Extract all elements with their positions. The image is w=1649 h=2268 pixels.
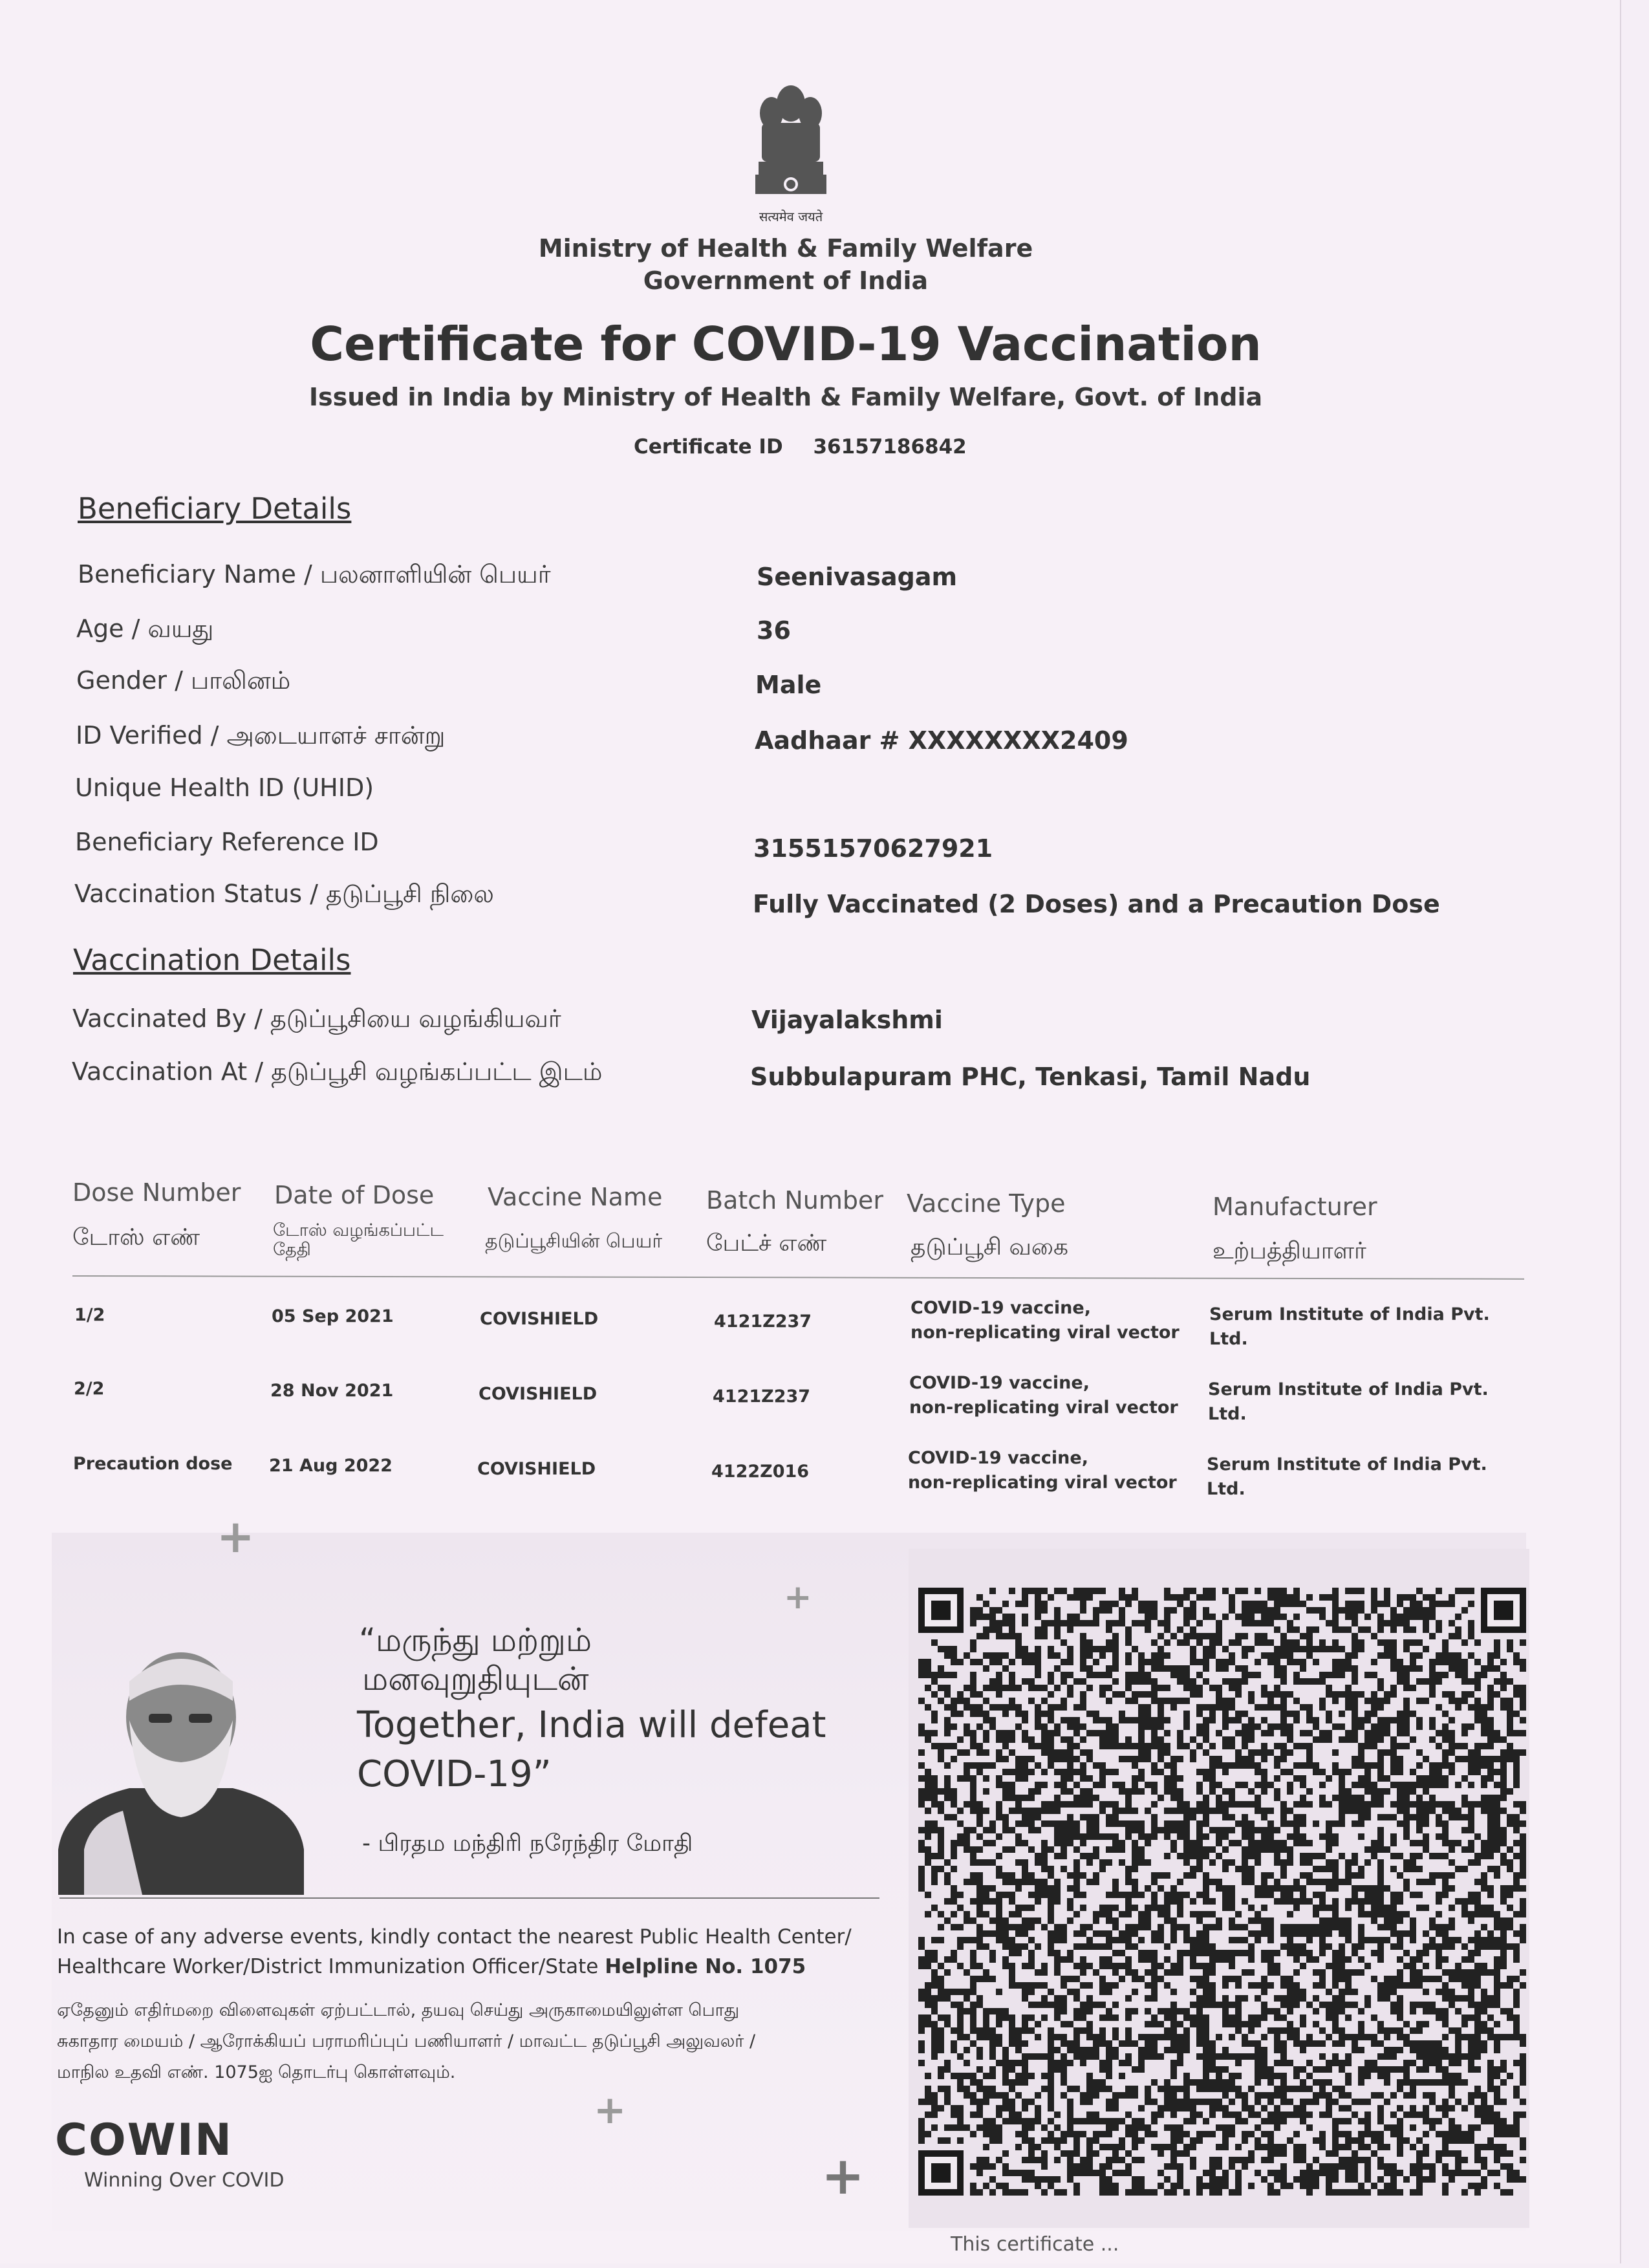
age-label: Age / வயது — [76, 614, 214, 643]
id-verified-value: Aadhaar # XXXXXXXX2409 — [755, 726, 1128, 755]
certificate-id-label: Certificate ID — [634, 435, 783, 459]
vaccination-status-label: Vaccination Status / தடுப்பூசி நிலை — [74, 880, 494, 908]
batch-number: 4122Z016 — [711, 1462, 810, 1482]
cowin-logo: COWIN — [55, 2115, 233, 2166]
header-batch-number-ta: பேட்ச் எண் — [706, 1230, 827, 1257]
plus-decoration-icon: + — [217, 1510, 255, 1563]
header-dose-number: Dose Number — [72, 1178, 241, 1207]
plus-decoration-icon: + — [594, 2088, 627, 2133]
government-name: Government of India — [643, 266, 929, 295]
footer-note: This certificate ... — [951, 2233, 1119, 2256]
gender-label: Gender / பாலினம் — [76, 666, 291, 695]
verification-qr-code — [918, 1588, 1526, 2196]
plus-decoration-icon: + — [784, 1578, 812, 1617]
header-date-of-dose: Date of Dose — [274, 1181, 435, 1209]
vaccinated-by-label: Vaccinated By / தடுப்பூசியை வழங்கியவர் — [72, 1004, 561, 1033]
gender-value: Male — [755, 671, 822, 699]
manufacturer-line2: Ltd. — [1207, 1479, 1245, 1499]
adverse-notice-en-line2 — [57, 1952, 806, 1982]
manufacturer-line1: Serum Institute of India Pvt. — [1207, 1454, 1487, 1474]
vaccine-type-line2: non-replicating viral vector — [908, 1473, 1177, 1493]
vaccination-status-value: Fully Vaccinated (2 Doses) and a Precaution Dose — [753, 890, 1440, 918]
dose-number: 2/2 — [74, 1379, 105, 1399]
vaccine-type — [909, 1371, 1178, 1420]
cowin-tagline: Winning Over COVID — [84, 2169, 285, 2192]
header-vaccine-type: Vaccine Type — [907, 1189, 1066, 1218]
vaccine-type-line1: COVID-19 vaccine, — [911, 1298, 1091, 1318]
helpline-number: Helpline No. 1075 — [605, 1955, 806, 1978]
age-value: 36 — [757, 616, 791, 645]
issued-by: Issued in India by Ministry of Health & Family Welfare, Govt. of India — [308, 383, 1263, 411]
header-vaccine-name: Vaccine Name — [488, 1183, 663, 1211]
vaccine-name: COVISHIELD — [480, 1309, 599, 1329]
adverse-notice-text: Healthcare Worker/District Immunization Officer/State — [57, 1955, 605, 1978]
vaccine-type — [911, 1296, 1180, 1345]
quote-tamil-line2: மனவுறுதியுடன் — [362, 1660, 589, 1698]
beneficiary-name-value: Seenivasagam — [757, 563, 958, 591]
header-date-of-dose-ta: டோஸ் வழங்கப்பட்ட தேதி — [273, 1220, 444, 1260]
national-emblem-icon — [742, 78, 839, 226]
manufacturer-line1: Serum Institute of India Pvt. — [1208, 1379, 1489, 1399]
ministry-name: Ministry of Health & Family Welfare — [538, 234, 1033, 263]
vaccination-section-title: Vaccination Details — [73, 943, 351, 977]
dose-date: 28 Nov 2021 — [270, 1381, 394, 1401]
batch-number: 4121Z237 — [713, 1387, 811, 1407]
banner-divider — [59, 1897, 879, 1899]
certificate-id — [634, 435, 967, 459]
quote-attribution: - பிரதம மந்திரி நரேந்திர மோதி — [362, 1830, 693, 1857]
beneficiary-section-title: Beneficiary Details — [78, 491, 352, 526]
emblem-motto: सत्यमेव जयते — [759, 209, 823, 224]
adverse-notice-ta-line3: மாநில உதவி எண். 1075ஐ தொடர்பு கொள்ளவும். — [57, 2062, 456, 2082]
header-manufacturer: Manufacturer — [1212, 1193, 1377, 1221]
vaccination-at-value: Subbulapuram PHC, Tenkasi, Tamil Nadu — [750, 1063, 1311, 1091]
vaccination-at-label: Vaccination At / தடுப்பூசி வழங்கப்பட்ட இடம் — [72, 1057, 603, 1086]
certificate-id-value: 36157186842 — [813, 435, 967, 459]
manufacturer-line2: Ltd. — [1208, 1404, 1247, 1424]
header-vaccine-type-ta: தடுப்பூசி வகை — [911, 1234, 1069, 1260]
quote-english-line1: Together, India will defeat — [357, 1704, 826, 1746]
beneficiary-name-label: Beneficiary Name / பலனாளியின் பெயர் — [78, 560, 551, 589]
vaccine-type — [908, 1446, 1177, 1495]
dose-number: Precaution dose — [73, 1454, 233, 1474]
adverse-notice-ta-line2: சுகாதார மையம் / ஆரோக்கியப் பராமரிப்புப் பணியாளர் / மாவட்ட தடுப்பூசி அலுவலர் / — [57, 2031, 756, 2051]
id-verified-label: ID Verified / அடையாளச் சான்று — [76, 721, 446, 750]
reference-id-value: 31551570627921 — [753, 834, 993, 863]
batch-number: 4121Z237 — [714, 1312, 812, 1332]
quote-english-line2: COVID-19” — [357, 1753, 552, 1795]
vaccine-type-line2: non-replicating viral vector — [909, 1398, 1178, 1418]
plus-decoration-icon: + — [821, 2146, 865, 2206]
header-manufacturer-ta: உற்பத்தியாளர் — [1212, 1238, 1366, 1264]
manufacturer — [1207, 1453, 1487, 1502]
header-dose-number-ta: டோஸ் எண் — [72, 1224, 200, 1251]
quote-tamil-line1: “மருந்து மற்றும் — [359, 1621, 592, 1659]
prime-minister-photo — [58, 1643, 304, 1895]
dose-date: 21 Aug 2022 — [269, 1456, 393, 1476]
dose-number: 1/2 — [74, 1305, 105, 1325]
vaccinated-by-value: Vijayalakshmi — [751, 1006, 943, 1034]
vaccine-type-line1: COVID-19 vaccine, — [908, 1448, 1088, 1468]
certificate-title: Certificate for COVID-19 Vaccination — [310, 317, 1262, 371]
manufacturer — [1209, 1302, 1490, 1352]
reference-id-label: Beneficiary Reference ID — [75, 828, 379, 856]
vaccine-type-line2: non-replicating viral vector — [911, 1323, 1180, 1343]
vaccine-type-line1: COVID-19 vaccine, — [909, 1373, 1090, 1393]
dose-date: 05 Sep 2021 — [272, 1306, 394, 1326]
adverse-notice-ta-line1: ஏதேனும் எதிர்மறை விளைவுகள் ஏற்பட்டால், தயவு செய்து அருகாமையிலுள்ள பொது — [57, 2000, 740, 2020]
manufacturer-line2: Ltd. — [1209, 1329, 1248, 1349]
uhid-label: Unique Health ID (UHID) — [75, 773, 374, 802]
header-batch-number: Batch Number — [706, 1186, 883, 1215]
header-vaccine-name-ta: தடுப்பூசியின் பெயர் — [485, 1230, 662, 1253]
vaccine-name: COVISHIELD — [479, 1384, 598, 1404]
manufacturer-line1: Serum Institute of India Pvt. — [1209, 1304, 1490, 1324]
manufacturer — [1208, 1377, 1489, 1427]
vaccine-name: COVISHIELD — [477, 1459, 596, 1479]
adverse-notice-en-line1: In case of any adverse events, kindly contact the nearest Public Health Center/ — [57, 1925, 852, 1949]
